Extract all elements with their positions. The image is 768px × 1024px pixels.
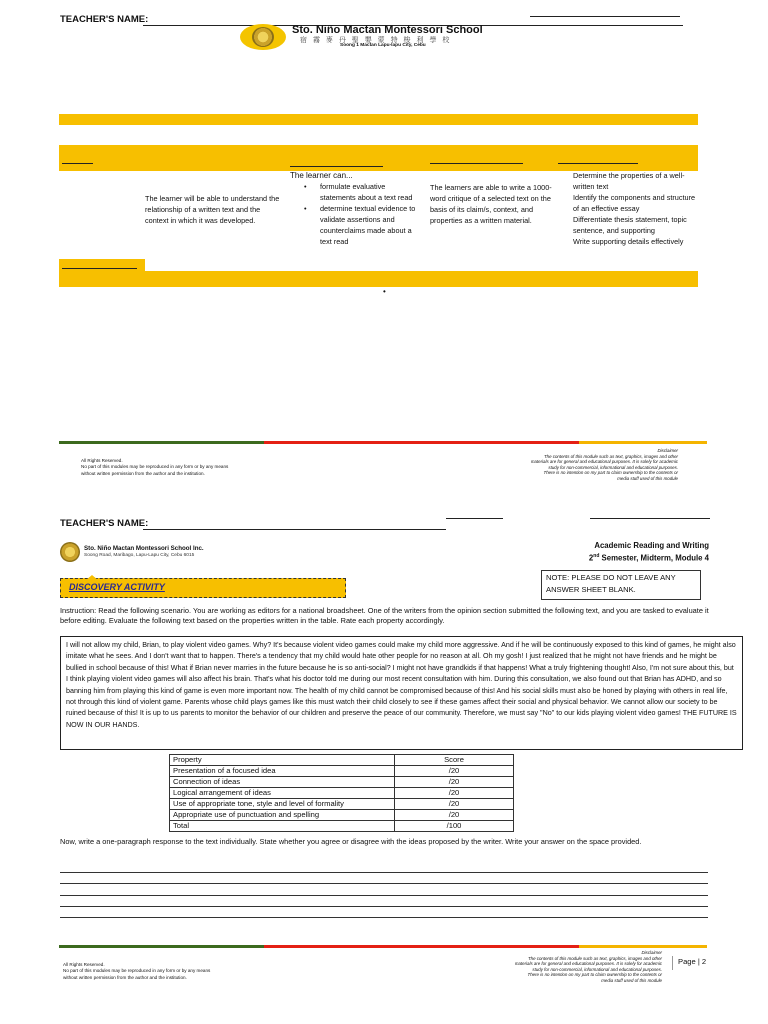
score-cell[interactable]: /20 (395, 799, 514, 810)
score-cell[interactable]: /20 (395, 810, 514, 821)
score-cell[interactable]: /20 (395, 788, 514, 799)
semester-info: 2nd Semester, Midterm, Module 4 (588, 553, 709, 563)
teacher-name-label-2: TEACHER'S NAME: (60, 518, 149, 529)
rights-reserved-2: All Rights Reserved. No part of this modules may be reproduced in any form or by any means without written permission from the author and the institution. (63, 962, 211, 980)
school-address-2: Soong Road, Maribago, Lapu-Lapu City, Cebu 6015 (84, 553, 195, 558)
header-property: Property (170, 755, 395, 766)
bullet-2-text: determine textual evidence to validate assertions and counterclaims made about a text read (320, 204, 416, 246)
school-address: Soong 1 Mactan Lapu-lapu City, Cebu (340, 43, 426, 48)
footer-stripe-2 (59, 945, 707, 948)
rights-reserved-1: All Rights Reserved. No part of this modules may be reproduced in any form or by any means without written permission from the author and the institution. (81, 458, 229, 476)
answer-line[interactable] (60, 872, 708, 873)
table-row (170, 821, 514, 832)
score-cell[interactable]: /100 (395, 821, 514, 832)
page-divider (672, 956, 673, 970)
header-blank-4 (558, 163, 638, 164)
property-cell: Connection of ideas (170, 777, 395, 788)
rubric-table (169, 754, 514, 832)
objective-4: Write supporting details effectively (573, 237, 684, 246)
answer-line[interactable] (60, 895, 708, 896)
school-logo (240, 24, 286, 50)
table-row (170, 777, 514, 788)
answer-line[interactable] (60, 883, 708, 884)
course-title: Academic Reading and Writing (594, 541, 709, 550)
property-cell: Use of appropriate tone, style and level of formality (170, 799, 395, 810)
response-prompt: Now, write a one-paragraph response to the text individually. State whether you agree or disagree with the ideas proposed by the writer. Write your answer on the space provided. (60, 837, 642, 846)
bullet-1: • formulate evaluative statements about a text read (304, 182, 413, 202)
header-score: Score (395, 755, 514, 766)
header-blank-2 (290, 166, 383, 167)
school-header (240, 22, 540, 52)
banner-tab-icon (86, 575, 98, 580)
disclaimer-1: Disclaimer The contents of this module such as text, graphics, images and other materials are for general and educational purposes. It is solely for academic study for non-commercial, informational and educational purposes. There is no intention on my part to claim ownership to the contents or media stuff used of this module (530, 448, 678, 481)
table-row (170, 799, 514, 810)
school-name-2: Sto. Niño Mactan Montessori School Inc. (84, 545, 204, 552)
score-cell[interactable]: /20 (395, 777, 514, 788)
yellow-band-3 (59, 271, 698, 287)
teacher-name-field-2[interactable] (143, 529, 446, 530)
date-field-2[interactable] (590, 518, 710, 519)
property-cell: Presentation of a focused idea (170, 766, 395, 777)
learning-competency-text: The learners are able to write a 1000-word critique of a selected text on the basis of its claim/s, context, and properties as a written material. (430, 183, 552, 225)
school-logo-small (60, 542, 80, 562)
school-chinese-name: 宿 霧 麥 丹 聖 嬰 蒙 特 梭 利 學 校 (300, 37, 452, 44)
page-number: Page | 2 (678, 957, 707, 966)
yellow-band-1 (59, 114, 698, 125)
scenario-box (60, 636, 743, 750)
table-row (170, 810, 514, 821)
score-cell[interactable]: /20 (395, 766, 514, 777)
course-info (470, 541, 709, 564)
table-header-row (170, 755, 514, 766)
property-cell: Logical arrangement of ideas (170, 788, 395, 799)
answer-line[interactable] (60, 917, 708, 918)
yellow-tab (59, 259, 145, 271)
property-cell: Total (170, 821, 395, 832)
property-cell: Appropriate use of punctuation and spelling (170, 810, 395, 821)
content-standard-text: The learner will be able to understand the relationship of a written text and the context in which it was developed. (145, 194, 280, 225)
bullet-dot: • (383, 287, 386, 296)
bullet-2: • determine textual evidence to validate assertions and counterclaims made about a text read (304, 204, 416, 246)
discovery-activity-banner (60, 578, 346, 598)
instruction-text: Instruction: Read the following scenario. You are working as editors for a national broadsheet. One of the writers from the opinion section submitted the following text, and you are tasked to evaluate it before editing. Evaluate the following text based on the properties written in the table. Rate each property accordingly. (60, 606, 709, 625)
teacher-name-label: TEACHER'S NAME: (60, 14, 149, 25)
footer-stripe-1 (59, 441, 707, 444)
header-blank-1 (62, 163, 93, 164)
header-blank-3 (430, 163, 523, 164)
objectives-column (573, 170, 698, 247)
tab-blank (62, 268, 137, 269)
note-box: NOTE: PLEASE DO NOT LEAVE ANY ANSWER SHEET BLANK. (541, 570, 701, 600)
performance-standard-column (290, 170, 422, 247)
school-name: Sto. Niño Mactan Montessori School (292, 24, 483, 36)
disclaimer-2: Disclaimer The contents of this module such as text, graphics, images and other materials are for general and educational purposes. It is solely for academic study for non-commercial, informational and educational purposes. There is no intention on my part to claim ownership to the contents or media stuff used of this module (514, 950, 662, 983)
learner-can-heading: The learner can... (290, 171, 353, 180)
objective-1: Determine the properties of a well-written text (573, 171, 685, 191)
table-row (170, 766, 514, 777)
objective-2: Identify the components and structure of an effective essay (573, 193, 696, 213)
date-field[interactable] (530, 16, 680, 17)
name-field-extension[interactable] (446, 518, 503, 519)
table-row (170, 788, 514, 799)
scenario-text: I will not allow my child, Brian, to play violent video games. Why? It's because violent video games could make my child more aggressive. And if he will be continuously exposed to this kind of games, he might also imitate what he sees. And I don't want that to happen. There's a tendency that my child would hate other people for no reason at all. Oh my gosh! I just realized that he might not have friends and he might be bullied in school because of this! What if Brian never marries in the future because he is so anti-social? I might not have grandkids if that happens! What a truly frightening thought! Also, I'm not sure about this, but I think playing violent video games will also affect his brain. That's what his doctor told me during our most recent consultation with him. During this consultation, we also found out that Brian has ADHD, and so banning him from playing this kind of game is even more important now. The health of my child cannot be compromised because of this! And his social skills must also be honed by playing with others in real life, not through this kind of violent game. Parents whose child plays games like this must watch their child closely to see if these games affect their social and physical behavior. We cannot allow our society to be ruined because of this! It is up to us parents to monitor the behavior of our children and preserve the peace of our community. Therefore, we must say "No" to our kids playing violent video games! THE FUTURE IS NOW IN OUR HANDS. (66, 641, 737, 729)
discovery-activity-label: DISCOVERY ACTIVITY (69, 582, 165, 592)
objective-3: Differentiate thesis statement, topic sentence, and supporting (573, 215, 687, 235)
bullet-1-text: formulate evaluative statements about a text read (320, 182, 413, 202)
answer-line[interactable] (60, 906, 708, 907)
yellow-band-2 (59, 145, 698, 171)
